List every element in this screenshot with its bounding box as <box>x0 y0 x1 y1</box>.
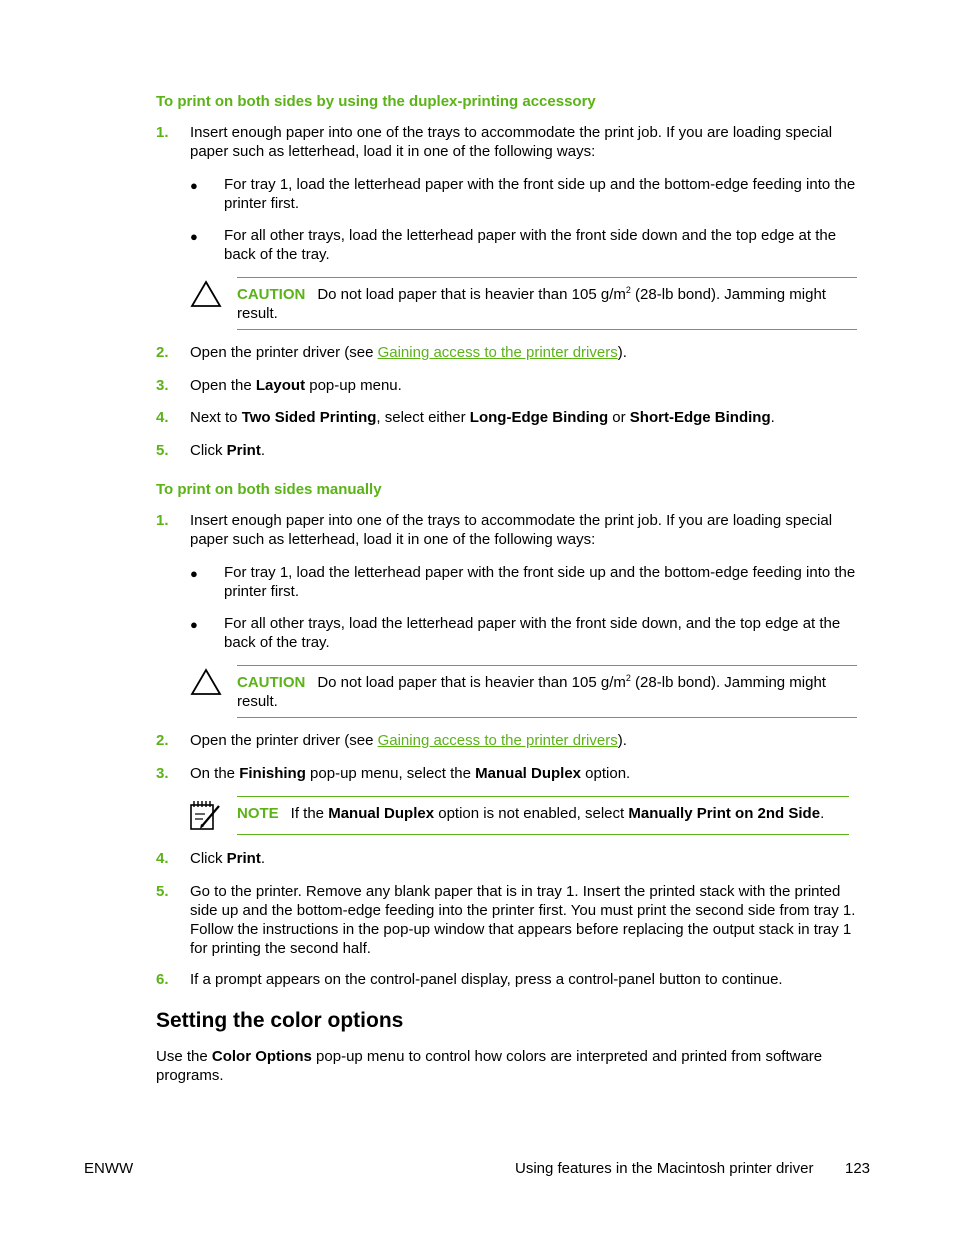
menu-name: Finishing <box>239 765 306 782</box>
step-text: Click <box>190 442 227 459</box>
caution-text: Do not load paper that is heavier than 105 g/m <box>317 286 626 303</box>
step-text-end: . <box>770 409 775 426</box>
note-pad-icon <box>189 798 223 832</box>
option-name: Manual Duplex <box>475 765 582 782</box>
caution-box <box>237 665 857 718</box>
step-text: If a prompt appears on the control-panel display, press a control-panel button to continue. <box>190 971 783 988</box>
caution-label: CAUTION <box>237 286 306 303</box>
step-text-end: pop-up menu. <box>305 377 402 394</box>
page-number: 123 <box>845 1160 871 1177</box>
caution-text-end: (28-lb bond). Jamming might result. <box>237 286 826 322</box>
note-box <box>237 796 849 835</box>
printer-drivers-link[interactable]: Gaining access to the printer drivers <box>377 732 618 749</box>
step-text: , select either <box>376 409 470 426</box>
step-text: Insert enough paper into one of the trays to accommodate the print job. If you are loading special paper such as letterhead, load it in one of the following ways: <box>190 124 833 160</box>
step-text: Go to the printer. Remove any blank paper that is in tray 1. Insert the printed stack with the printed side up and the bottom-edge feeding into the printer first. You must print the second side from tray 1. Follow the instructions in the pop-up window that appears before replacing the output stack in tray 1 for printing the second half. <box>190 883 856 957</box>
step-number: 1. <box>156 512 169 529</box>
bullet-icon: ● <box>190 566 198 581</box>
option-name: Manual Duplex <box>328 805 435 822</box>
step-text: On the <box>190 765 240 782</box>
paragraph-text: Use the <box>156 1048 212 1065</box>
button-name: Print <box>226 850 261 867</box>
caution-text-end: (28-lb bond). Jamming might result. <box>237 674 826 710</box>
caution-text: Do not load paper that is heavier than 105 g/m <box>317 674 626 691</box>
step-number: 1. <box>156 124 169 141</box>
step-text: Open the printer driver (see <box>190 344 378 361</box>
superscript: 2 <box>625 285 631 295</box>
button-name: Print <box>226 442 261 459</box>
caution-box <box>237 277 857 330</box>
step-number: 4. <box>156 850 169 867</box>
bullet-icon: ● <box>190 178 198 193</box>
note-text: option is not enabled, select <box>434 805 629 822</box>
section-heading-duplex-accessory: To print on both sides by using the duplex-printing accessory <box>156 93 596 110</box>
option-name: Manually Print on 2nd Side <box>628 805 821 822</box>
paragraph-text-end: pop-up menu to control how colors are interpreted and printed from software programs. <box>156 1048 823 1084</box>
option-name: Two Sided Printing <box>241 409 377 426</box>
option-name: Short-Edge Binding <box>629 409 771 426</box>
step-text: Next to <box>190 409 242 426</box>
step-text: Insert enough paper into one of the trays to accommodate the print job. If you are loading special paper such as letterhead, load it in one of the following ways: <box>190 512 833 548</box>
color-options-paragraph <box>156 1047 858 1085</box>
step-text-end: . <box>260 850 266 867</box>
note-text-end: . <box>820 805 825 822</box>
footer-left: ENWW <box>84 1160 134 1177</box>
caution-triangle-icon <box>190 280 222 308</box>
printer-drivers-link[interactable]: Gaining access to the printer drivers <box>377 344 618 361</box>
step-number: 4. <box>156 409 169 426</box>
bullet-text: For all other trays, load the letterhead paper with the front side down and the top edge at the back of the tray. <box>224 227 837 263</box>
note-text: If the <box>290 805 329 822</box>
step-text-end: ). <box>617 344 627 361</box>
step-number: 3. <box>156 377 169 394</box>
step-text: Open the printer driver (see <box>190 732 378 749</box>
step-text: Open the <box>190 377 256 394</box>
step-number: 2. <box>156 344 169 361</box>
caution-triangle-icon <box>190 668 222 696</box>
bullet-icon: ● <box>190 617 198 632</box>
step-text: Click <box>190 850 227 867</box>
caution-label: CAUTION <box>237 674 306 691</box>
bullet-text: For all other trays, load the letterhead paper with the front side down, and the top edge at the back of the tray. <box>224 615 841 651</box>
note-label: NOTE <box>237 805 279 822</box>
menu-name: Color Options <box>211 1048 312 1065</box>
superscript: 2 <box>625 673 631 683</box>
step-number: 2. <box>156 732 169 749</box>
section-heading-manual: To print on both sides manually <box>156 481 382 498</box>
step-text-end: option. <box>581 765 631 782</box>
step-number: 6. <box>156 971 169 988</box>
menu-name: Layout <box>255 377 306 394</box>
step-text-end: ). <box>617 732 627 749</box>
step-text: or <box>608 409 630 426</box>
section-heading-color-options: Setting the color options <box>156 1009 404 1032</box>
option-name: Long-Edge Binding <box>469 409 609 426</box>
bullet-text: For tray 1, load the letterhead paper with the front side up and the bottom-edge feeding into the printer first. <box>224 564 856 600</box>
step-number: 5. <box>156 442 169 459</box>
step-text: pop-up menu, select the <box>305 765 476 782</box>
step-text-end: . <box>260 442 266 459</box>
bullet-icon: ● <box>190 229 198 244</box>
step-number: 3. <box>156 765 169 782</box>
footer-title: Using features in the Macintosh printer driver <box>515 1160 814 1177</box>
step-number: 5. <box>156 883 169 900</box>
bullet-text: For tray 1, load the letterhead paper with the front side up and the bottom-edge feeding into the printer first. <box>224 176 856 212</box>
